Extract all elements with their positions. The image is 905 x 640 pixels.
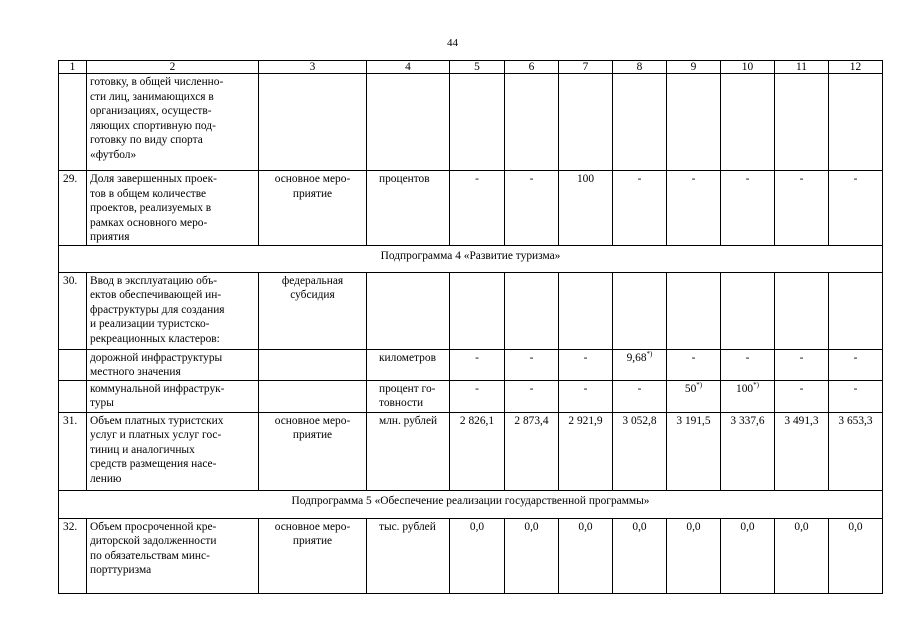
footnote-mark: *) — [646, 349, 653, 358]
value-cell: - — [613, 380, 667, 412]
header-cell: 11 — [775, 61, 829, 74]
subprogram-row — [59, 245, 883, 272]
value-cell: 0,0 — [667, 518, 721, 593]
value-cell: 0,0 — [775, 518, 829, 593]
row-number: 31. — [59, 412, 87, 490]
value-cell: 0,0 — [559, 518, 613, 593]
header-cell: 4 — [367, 61, 450, 74]
value-cell: 2 921,9 — [559, 412, 613, 490]
subprogram-title: Подпрограмма 4 «Развитие туризма» — [59, 245, 883, 272]
value-cell: 100 — [559, 171, 613, 246]
unit-cell: процентов — [367, 171, 450, 246]
value-cell: - — [667, 349, 721, 380]
value-cell: - — [775, 171, 829, 246]
value-cell: - — [613, 171, 667, 246]
header-cell: 7 — [559, 61, 613, 74]
row-number: 30. — [59, 272, 87, 349]
value-cell — [667, 380, 721, 412]
value-cell: - — [721, 171, 775, 246]
row-number: 29. — [59, 171, 87, 246]
footnote-mark: *) — [753, 380, 759, 389]
table-row — [59, 272, 883, 349]
subprogram-title: Подпрограмма 5 «Обеспечение реализации государственной программы» — [59, 490, 883, 518]
value-cell: - — [667, 171, 721, 246]
header-cell: 3 — [259, 61, 367, 74]
header-cell: 10 — [721, 61, 775, 74]
source-cell: основное меро- приятие — [259, 412, 367, 490]
table-row — [59, 518, 883, 593]
header-cell: 12 — [829, 61, 883, 74]
value-cell — [721, 380, 775, 412]
value-cell: 3 653,3 — [829, 412, 883, 490]
unit-cell: млн. рублей — [367, 412, 450, 490]
header-cell: 5 — [450, 61, 505, 74]
header-cell: 9 — [667, 61, 721, 74]
unit-cell: километров — [367, 349, 450, 380]
value-cell: 2 873,4 — [505, 412, 559, 490]
value-cell: 0,0 — [505, 518, 559, 593]
unit-cell: процент го- товности — [367, 380, 450, 412]
header-cell: 6 — [505, 61, 559, 74]
value-cell: - — [829, 171, 883, 246]
indicator-name: дорожной инфраструктуры местного значения — [87, 349, 259, 380]
header-cell: 2 — [87, 61, 259, 74]
value-cell: 0,0 — [613, 518, 667, 593]
value-cell: - — [505, 171, 559, 246]
value-cell: - — [450, 171, 505, 246]
source-cell: основное меро- приятие — [259, 518, 367, 593]
value-cell: - — [450, 380, 505, 412]
value-cell: 0,0 — [450, 518, 505, 593]
value-cell: 0,0 — [829, 518, 883, 593]
source-cell: федеральная субсидия — [259, 272, 367, 349]
indicator-name: Объем платных туристских услуг и платных услуг гос- тиниц и аналогичных средств размещения насе- лению — [87, 412, 259, 490]
value-cell: 3 337,6 — [721, 412, 775, 490]
unit-cell: тыс. рублей — [367, 518, 450, 593]
table-row — [59, 74, 883, 171]
value-cell: - — [775, 349, 829, 380]
indicators-table — [58, 60, 883, 594]
value-cell: - — [559, 349, 613, 380]
subprogram-row — [59, 490, 883, 518]
value-cell: - — [775, 380, 829, 412]
indicator-name: готовку, в общей численно- сти лиц, занимающихся в организациях, осуществ- ляющих спортивную под- готовку по виду спорта «футбол» — [87, 74, 259, 171]
value-cell: 3 491,3 — [775, 412, 829, 490]
table-row — [59, 171, 883, 246]
value-text: 9,68 — [626, 351, 647, 364]
indicator-name: коммунальной инфраструк- туры — [87, 380, 259, 412]
value-text: 100 — [736, 382, 754, 395]
value-cell: 3 191,5 — [667, 412, 721, 490]
value-cell: - — [450, 349, 505, 380]
row-number: 32. — [59, 518, 87, 593]
indicator-name: Ввод в эксплуатацию объ- ектов обеспечивающей ин- фраструктуры для создания и реализации туристско- рекреационных кластеров: — [87, 272, 259, 349]
value-cell: 2 826,1 — [450, 412, 505, 490]
value-cell: - — [559, 380, 613, 412]
header-cell: 1 — [59, 61, 87, 74]
page-number: 44 — [447, 37, 458, 49]
table-row — [59, 412, 883, 490]
value-cell: - — [505, 380, 559, 412]
header-row — [59, 61, 883, 74]
table-row — [59, 380, 883, 412]
indicator-name: Доля завершенных проек- тов в общем количестве проектов, реализуемых в рамках основного меро- приятия — [87, 171, 259, 246]
source-cell: основное меро- приятие — [259, 171, 367, 246]
value-cell: - — [721, 349, 775, 380]
header-cell: 8 — [613, 61, 667, 74]
value-cell: - — [829, 349, 883, 380]
value-cell: - — [505, 349, 559, 380]
value-cell — [613, 349, 667, 380]
table-row — [59, 349, 883, 380]
indicator-name: Объем просроченной кре- диторской задолженности по обязательствам минс- порттуризма — [87, 518, 259, 593]
value-cell: - — [829, 380, 883, 412]
value-cell: 3 052,8 — [613, 412, 667, 490]
value-cell: 0,0 — [721, 518, 775, 593]
value-text: 50 — [684, 382, 697, 395]
footnote-mark: *) — [696, 380, 703, 389]
